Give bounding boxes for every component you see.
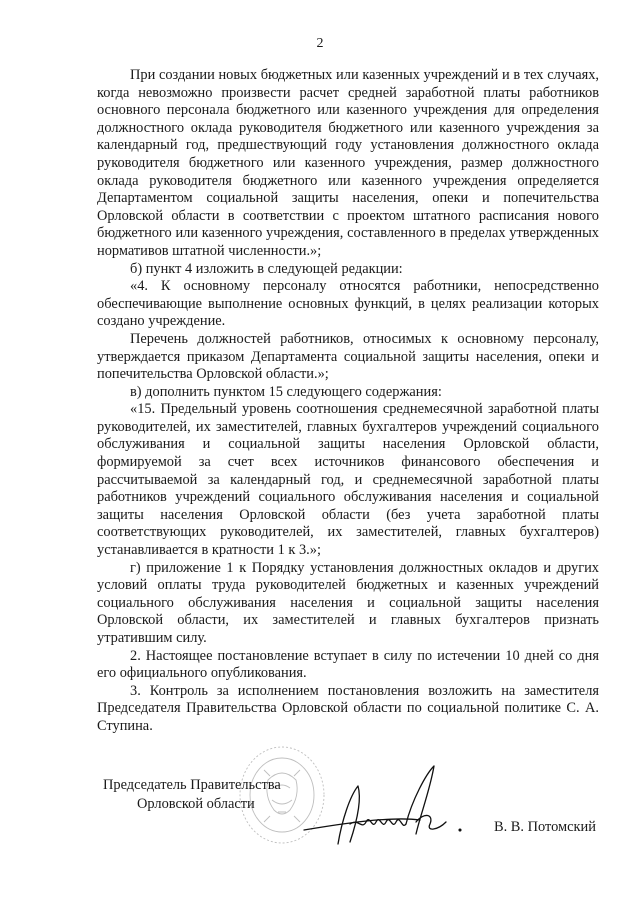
signatory-title-line-1: Председатель Правительства: [103, 777, 281, 793]
paragraph-item-b: б) пункт 4 изложить в следующей редакции:: [130, 260, 403, 277]
paragraph-staff-list: Перечень должностей работников, относимых к основному персоналу, утверждается приказом Департамента социальной защиты населения, опеки и попечительства Орловской области.»;: [97, 330, 599, 383]
signatory-title-line-2: Орловской области: [137, 796, 255, 812]
paragraph-control: 3. Контроль за исполнением постановления возложить на заместителя Председателя Правительства Орловской области по социальной политике С. А. Ступина.: [97, 682, 599, 734]
paragraph-item-v: в) дополнить пунктом 15 следующего содержания:: [130, 383, 442, 400]
handwritten-signature-image: [300, 760, 480, 855]
paragraph-new-institutions: При создании новых бюджетных или казенных учреждений и в тех случаях, когда невозможно произвести расчет средней заработной платы работников основного персонала бюджетного или казенного учреждения для определения должностного оклада руководителя бюджетного или казенного учреждения за календарный год, предшествующий году установления должностного оклада руководителя бюджетного или казенного учреждения, размер должностного оклада руководителя бюджетного или казенного учреждения определяется Департаментом социальной защиты населения, опеки и попечительства Орловской области в соответствии с проектом штатного расписания нового бюджетного или казенного учреждения, составленного в пределах утвержденных нормативов штатной численности.»;: [97, 67, 599, 259]
paragraph-point-4: «4. К основному персоналу относятся работники, непосредственно обеспечивающие выполнение основных функций, в целях реализации которых создано учреждение.: [97, 278, 599, 330]
page-number: 2: [316, 36, 324, 51]
paragraph-effective-date: 2. Настоящее постановление вступает в силу по истечении 10 дней со дня его официального опубликования.: [97, 647, 599, 682]
document-body: [97, 67, 599, 736]
paragraph-item-g: г) приложение 1 к Порядку установления должностных окладов и других условий оплаты труда руководителей бюджетных и казенных учреждений социального обслуживания населения и социальной защиты населения Орловской области, их заместителей и главных бухгалтеров признать утратившим силу.: [97, 559, 599, 646]
signatory-name: В. В. Потомский: [494, 819, 596, 835]
signature-block: [0, 760, 640, 870]
paragraph-point-15: «15. Предельный уровень соотношения среднемесячной заработной платы руководителей, их заместителей, главных бухгалтеров учреждений социального обслуживания и социальной защиты населения Орловской области, формируемой за счет всех источников финансового обеспечения и рассчитываемой за календарный год, и среднемесячной заработной платы работников учреждений социального обслуживания населения и социальной защиты населения Орловской области (без учета заработной платы соответствующих руководителей, их заместителей, главных бухгалтеров) устанавливается в кратности 1 к 3.»;: [97, 401, 599, 559]
